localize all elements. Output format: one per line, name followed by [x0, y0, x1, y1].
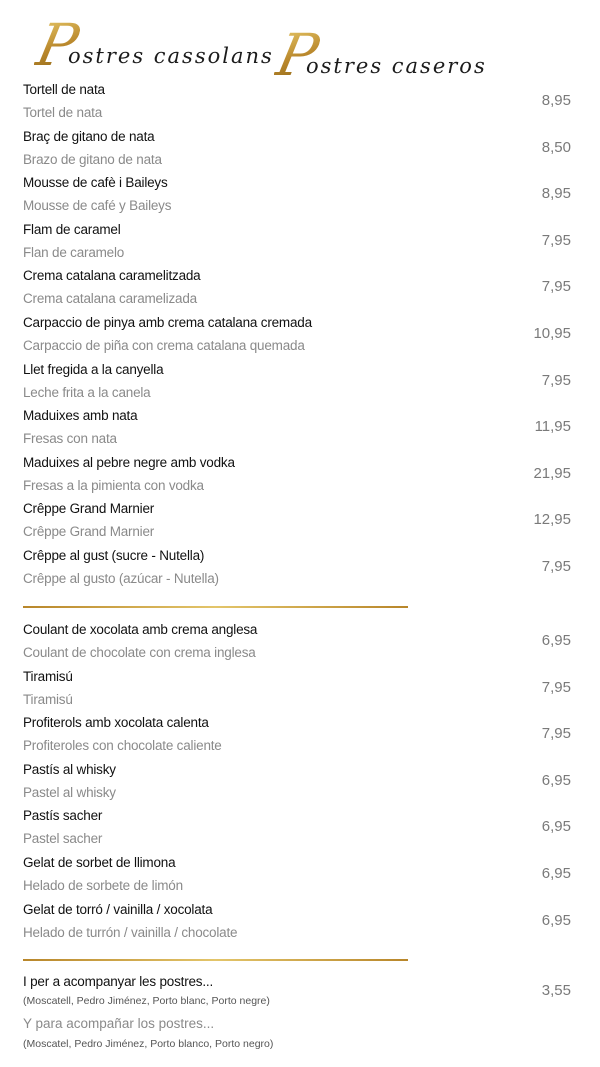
item-price: 6,95 — [541, 818, 571, 836]
menu-title — [30, 11, 487, 89]
item-name-ca: Pastís sacher — [23, 808, 103, 824]
item-name-es: Carpaccio de piña con crema catalana quemada — [23, 337, 305, 353]
menu-item — [23, 360, 583, 407]
item-price: 7,95 — [541, 278, 571, 296]
item-price: 6,95 — [541, 632, 571, 649]
menu-item — [23, 127, 583, 174]
item-name-ca: Maduixes al pebre negre amb vodka — [23, 454, 235, 470]
item-price: 11,95 — [534, 418, 571, 436]
item-name-ca: Gelat de sorbet de llimona — [23, 854, 176, 870]
menu-item — [23, 667, 583, 714]
item-price: 21,95 — [533, 464, 571, 482]
item-price: 6,95 — [541, 864, 571, 882]
item-name-ca: Coulant de xocolata amb crema anglesa — [23, 622, 258, 637]
menu-item — [23, 80, 583, 127]
gold-divider — [23, 606, 408, 608]
item-name-ca: Crema catalana caramelitzada — [23, 268, 201, 284]
item-name-ca: Maduixes amb nata — [23, 408, 138, 424]
accompaniment-title-es: Y para acompañar los postres... — [23, 1016, 215, 1031]
accompaniment-section — [23, 972, 583, 1062]
gold-divider — [23, 959, 408, 961]
item-name-ca: Llet fregida a la canyella — [23, 361, 164, 377]
item-price: 12,95 — [533, 511, 571, 529]
item-name-ca: Pastís al whisky — [23, 761, 116, 777]
item-name-es: Helado de turrón / vainilla / chocolate — [23, 924, 238, 940]
item-price: 6,95 — [541, 771, 571, 789]
item-name-es: Mousse de café y Baileys — [23, 198, 172, 214]
item-name-es: Crêppe al gusto (azúcar - Nutella) — [23, 570, 219, 586]
item-price: 7,95 — [541, 557, 571, 575]
item-name-ca: Crêppe al gust (sucre - Nutella) — [23, 547, 205, 563]
title-es-initial: P — [270, 21, 325, 89]
item-name-es: Fresas con nata — [23, 431, 117, 447]
item-price: 7,95 — [541, 678, 571, 696]
menu-item — [23, 620, 583, 667]
item-name-es: Flan de caramelo — [23, 244, 125, 260]
item-price: 7,95 — [541, 725, 571, 743]
item-price: 6,95 — [541, 911, 571, 929]
item-name-es: Fresas a la pimienta con vodka — [23, 477, 204, 493]
menu-item — [23, 220, 583, 267]
item-name-ca: Mousse de cafè i Baileys — [23, 175, 168, 191]
item-name-ca: Braç de gitano de nata — [23, 128, 155, 144]
item-name-es: Pastel sacher — [23, 831, 103, 847]
item-name-es: Crema catalana caramelizada — [23, 291, 197, 307]
item-name-es: Helado de sorbete de limón — [23, 877, 183, 893]
menu-item — [23, 453, 583, 500]
item-name-ca: Carpaccio de pinya amb crema catalana cremada — [23, 314, 312, 330]
menu-item — [23, 806, 583, 853]
accompaniment-note-es: (Moscatel, Pedro Jiménez, Porto blanco, Porto negro) — [23, 1038, 274, 1050]
menu-item — [23, 406, 583, 453]
item-name-ca: Profiterols amb xocolata calenta — [23, 715, 209, 731]
accompaniment-note-ca: (Moscatell, Pedro Jiménez, Porto blanc, Porto negre) — [23, 995, 270, 1007]
accompaniment-price: 3,55 — [541, 982, 571, 999]
title-ca-initial: P — [30, 11, 85, 79]
title-ca-text: ostres cassolans — [68, 44, 274, 68]
dessert-list-more — [23, 620, 583, 946]
menu-item — [23, 266, 583, 313]
item-name-es: Pastel al whisky — [23, 784, 116, 800]
accompaniment-title-ca: I per a acompanyar les postres... — [23, 974, 213, 989]
item-name-es: Coulant de chocolate con crema inglesa — [23, 645, 256, 660]
menu-item — [23, 313, 583, 360]
item-price: 7,95 — [541, 231, 571, 249]
item-name-es: Tiramisú — [23, 691, 73, 707]
item-name-ca: Flam de caramel — [23, 221, 121, 237]
item-name-es: Crêppe Grand Marnier — [23, 524, 155, 540]
menu-item — [23, 853, 583, 900]
item-name-es: Tortel de nata — [23, 105, 103, 120]
item-price: 10,95 — [533, 324, 571, 342]
item-price: 8,95 — [541, 92, 571, 109]
item-name-ca: Gelat de torró / vainilla / xocolata — [23, 901, 213, 917]
item-name-es: Profiteroles con chocolate caliente — [23, 738, 222, 754]
item-name-ca: Crêppe Grand Marnier — [23, 501, 155, 517]
item-name-es: Brazo de gitano de nata — [23, 151, 162, 167]
menu-item — [23, 760, 583, 807]
item-name-ca: Tiramisú — [23, 668, 73, 684]
item-price: 8,95 — [541, 185, 571, 203]
item-name-es: Leche frita a la canela — [23, 384, 151, 400]
item-name-ca: Tortell de nata — [23, 82, 105, 97]
menu-item — [23, 173, 583, 220]
item-price: 8,50 — [541, 138, 571, 156]
menu-item — [23, 713, 583, 760]
item-price: 7,95 — [541, 371, 571, 389]
title-es-text: ostres caseros — [306, 54, 487, 78]
menu-item — [23, 900, 583, 947]
menu-item — [23, 546, 583, 593]
dessert-list-homemade — [23, 80, 583, 593]
menu-item — [23, 499, 583, 546]
